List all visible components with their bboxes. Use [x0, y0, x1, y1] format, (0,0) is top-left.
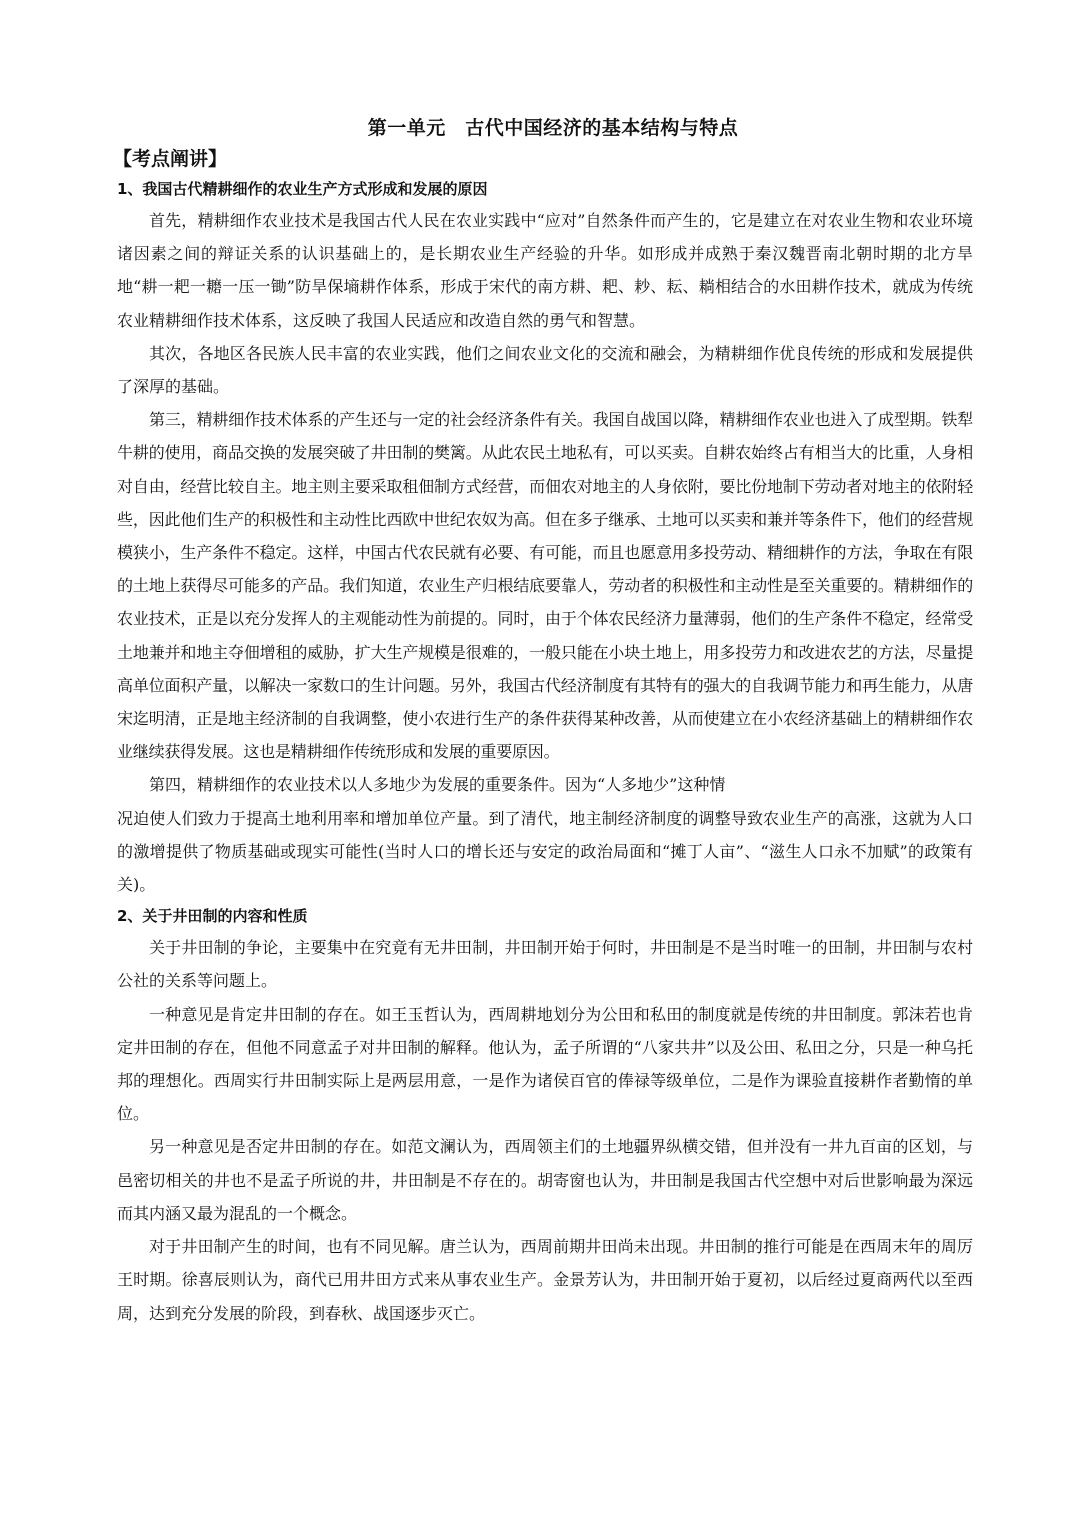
paragraph: 首先，精耕细作农业技术是我国古代人民在农业实践中“应对”自然条件而产生的，它是建立在对农业生物和农业环境诸因素之间的辩证关系的认识基础上的，是长期农业生产经验的升华。如形成并成熟于秦汉魏晋南北朝时期的北方旱地“耕一耙一耱一压一锄”防旱保墒耕作体系，形成于宋代的南方耕、耙、耖、耘、耥相结合的水田耕作技术，就成为传统农业精耕细作技术体系，这反映了我国人民适应和改造自然的勇气和智慧。	[117, 211, 973, 330]
paragraph: 第四，精耕细作的农业技术以人多地少为发展的重要条件。因为“人多地少”这种情	[149, 775, 726, 795]
paragraph: 另一种意见是否定井田制的存在。如范文澜认为，西周领主们的土地疆界纵横交错，但并没有一井九百亩的区划，与邑密切相关的井也不是孟子所说的井，井田制是不存在的。胡寄窗也认为，井田制是我国古代空想中对后世影响最为深远而其内涵又最为混乱的一个概念。	[117, 1137, 973, 1223]
paragraph: 一种意见是肯定井田制的存在。如王玉哲认为，西周耕地划分为公田和私田的制度就是传统的井田制度。郭沫若也肯定井田制的存在，但他不同意孟子对井田制的解释。他认为，孟子所谓的“八家共井”以及公田、私田之分，只是一种乌托邦的理想化。西周实行井田制实际上是两层用意，一是作为诸侯百官的俸禄等级单位，二是作为课验直接耕作者勤惰的单位。	[117, 1004, 973, 1124]
paragraph: 关于井田制的争论，主要集中在究竟有无井田制，井田制开始于何时，井田制是不是当时唯一的田制，井田制与农村公社的关系等问题上。	[117, 938, 973, 991]
document-title: 第一单元 古代中国经济的基本结构与特点	[367, 117, 739, 139]
section-tag: 【考点阐讲】	[113, 148, 228, 170]
document-page	[113, 114, 973, 1330]
paragraph: 对于井田制产生的时间，也有不同见解。唐兰认为，西周前期井田尚未出现。井田制的推行可能是在西周末年的周厉王时期。徐喜辰则认为，商代已用井田方式来从事农业生产。金景芳认为，井田制开始于夏初，以后经过夏商两代以至西周，达到充分发展的阶段，到春秋、战国逐步灭亡。	[117, 1237, 973, 1323]
paragraph: 第三，精耕细作技术体系的产生还与一定的社会经济条件有关。我国自战国以降，精耕细作农业也进入了成型期。铁犁牛耕的使用，商品交换的发展突破了井田制的樊篱。从此农民土地私有，可以买卖。自耕农始终占有相当大的比重，人身相对自由，经营比较自主。地主则主要采取租佃制方式经营，而佃农对地主的人身依附，要比份地制下劳动者对地主的依附轻些，因此他们生产的积极性和主动性比西欧中世纪农奴为高。但在多子继承、土地可以买卖和兼并等条件下，他们的经营规模狭小，生产条件不稳定。这样，中国古代农民就有必要、有可能，而且也愿意用多投劳动、精细耕作的方法，争取在有限的土地上获得尽可能多的产品。我们知道，农业生产归根结底要靠人，劳动者的积极性和主动性是至关重要的。精耕细作的农业技术，正是以充分发挥人的主观能动性为前提的。同时，由于个体农民经济力量薄弱，他们的生产条件不稳定，经常受土地兼并和地主夺佃增租的威胁，扩大生产规模是很难的，一般只能在小块土地上，用多投劳力和改进农艺的方法，尽量提高单位面积产量，以解决一家数口的生计问题。另外，我国古代经济制度有其特有的强大的自我调节能力和再生能力，从唐宋迄明清，正是地主经济制的自我调整，使小农进行生产的条件获得某种改善，从而使建立在小农经济基础上的精耕细作农业继续获得发展。这也是精耕细作传统形成和发展的重要原因。	[117, 410, 973, 762]
paragraph: 况迫使人们致力于提高土地利用率和增加单位产量。到了清代，地主制经济制度的调整导致农业生产的高涨，这就为人口的激增提供了物质基础或现实可能性(当时人口的增长还与安定的政治局面和“摊丁人亩”、“滋生人口永不加赋”的政策有关)。	[117, 808, 973, 895]
section-heading: 2、关于井田制的内容和性质	[117, 907, 308, 926]
section-heading: 1、我国古代精耕细作的农业生产方式形成和发展的原因	[117, 180, 488, 198]
paragraph: 其次，各地区各民族人民丰富的农业实践，他们之间农业文化的交流和融会，为精耕细作优良传统的形成和发展提供了深厚的基础。	[117, 343, 973, 397]
